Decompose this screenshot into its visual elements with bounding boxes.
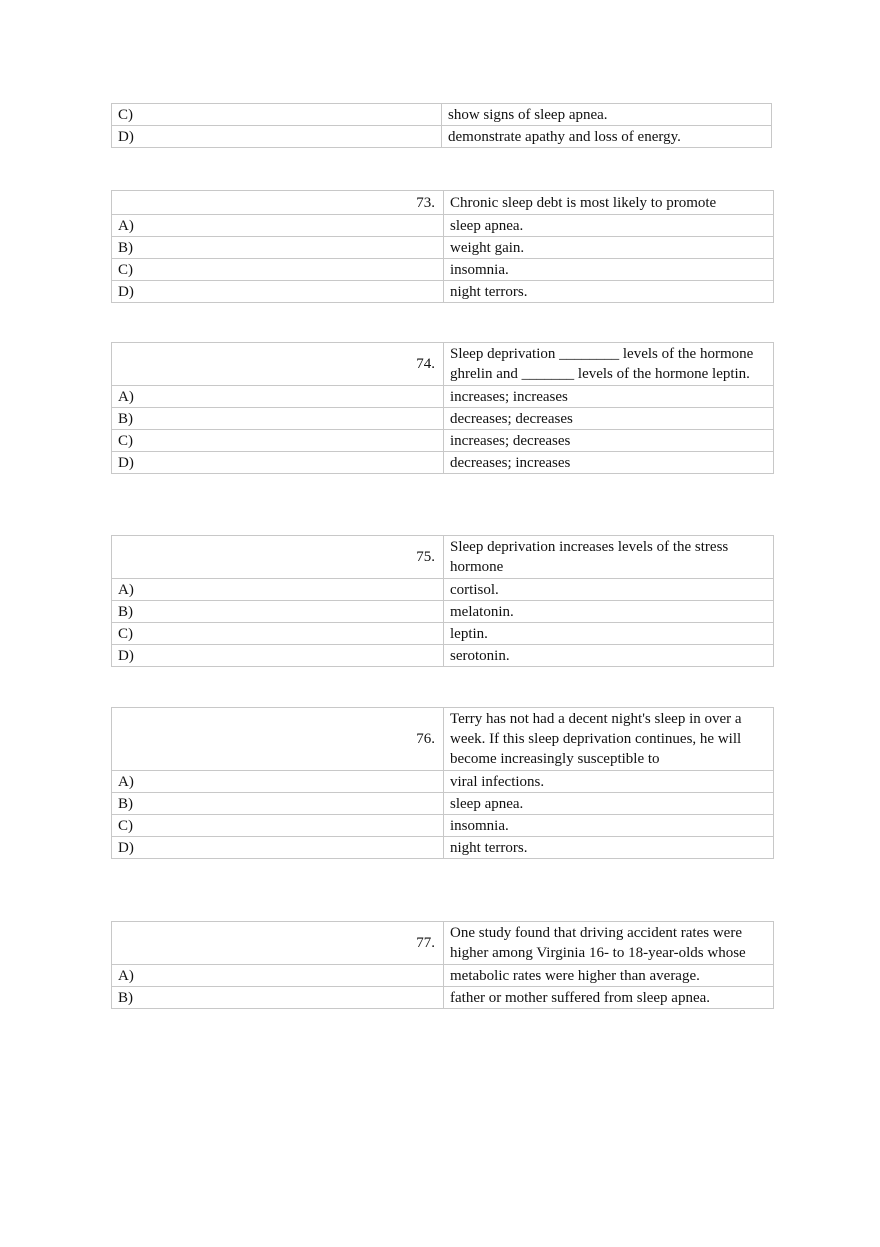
option-letter: D)	[112, 126, 442, 148]
option-letter: B)	[112, 793, 444, 815]
option-text: viral infections.	[444, 771, 774, 793]
option-row	[112, 430, 774, 452]
option-row	[112, 452, 774, 474]
option-text: leptin.	[444, 623, 774, 645]
question-row	[112, 191, 774, 215]
option-text: increases; decreases	[444, 430, 774, 452]
question-text: Sleep deprivation increases levels of the stress hormone	[444, 536, 774, 579]
option-letter: D)	[112, 837, 444, 859]
option-text: melatonin.	[444, 601, 774, 623]
option-letter: C)	[112, 259, 444, 281]
question-number: 75.	[112, 536, 444, 579]
question-text: One study found that driving accident rates were higher among Virginia 16- to 18-year-olds whose	[444, 922, 774, 965]
option-text: decreases; decreases	[444, 408, 774, 430]
question-text: Sleep deprivation ________ levels of the hormone ghrelin and _______ levels of the hormone leptin.	[444, 343, 774, 386]
option-row	[112, 215, 774, 237]
option-row	[112, 237, 774, 259]
option-text: cortisol.	[444, 579, 774, 601]
option-text: metabolic rates were higher than average.	[444, 965, 774, 987]
option-row	[112, 386, 774, 408]
option-row	[112, 281, 774, 303]
option-text: insomnia.	[444, 815, 774, 837]
question-77-table	[111, 921, 774, 1009]
question-row	[112, 708, 774, 771]
option-row	[112, 837, 774, 859]
option-text: insomnia.	[444, 259, 774, 281]
question-row	[112, 922, 774, 965]
option-letter: A)	[112, 579, 444, 601]
option-row	[112, 579, 774, 601]
question-text: Terry has not had a decent night's sleep in over a week. If this sleep deprivation continues, he will become increasingly susceptible to	[444, 708, 774, 771]
option-text: show signs of sleep apnea.	[442, 104, 772, 126]
option-letter: A)	[112, 771, 444, 793]
option-row	[112, 645, 774, 667]
option-row	[112, 965, 774, 987]
option-row	[112, 987, 774, 1009]
question-number: 73.	[112, 191, 444, 215]
option-row	[112, 793, 774, 815]
question-row	[112, 536, 774, 579]
question-text: Chronic sleep debt is most likely to promote	[444, 191, 774, 215]
option-letter: A)	[112, 215, 444, 237]
option-letter: B)	[112, 601, 444, 623]
question-75-table	[111, 535, 774, 667]
option-text: demonstrate apathy and loss of energy.	[442, 126, 772, 148]
option-row	[112, 126, 772, 148]
option-row	[112, 623, 774, 645]
option-text: decreases; increases	[444, 452, 774, 474]
question-number: 77.	[112, 922, 444, 965]
option-letter: C)	[112, 623, 444, 645]
question-72-tail-table	[111, 103, 772, 148]
question-74-table	[111, 342, 774, 474]
option-letter: C)	[112, 815, 444, 837]
option-text: father or mother suffered from sleep apnea.	[444, 987, 774, 1009]
option-letter: C)	[112, 104, 442, 126]
option-row	[112, 104, 772, 126]
option-letter: D)	[112, 452, 444, 474]
question-row	[112, 343, 774, 386]
option-text: night terrors.	[444, 281, 774, 303]
question-number: 76.	[112, 708, 444, 771]
option-row	[112, 408, 774, 430]
option-letter: B)	[112, 987, 444, 1009]
option-letter: A)	[112, 965, 444, 987]
option-letter: C)	[112, 430, 444, 452]
question-76-table	[111, 707, 774, 859]
option-letter: D)	[112, 281, 444, 303]
option-text: weight gain.	[444, 237, 774, 259]
option-row	[112, 815, 774, 837]
question-number: 74.	[112, 343, 444, 386]
question-73-table	[111, 190, 774, 303]
option-row	[112, 771, 774, 793]
option-text: increases; increases	[444, 386, 774, 408]
option-text: sleep apnea.	[444, 793, 774, 815]
option-text: serotonin.	[444, 645, 774, 667]
option-row	[112, 259, 774, 281]
option-row	[112, 601, 774, 623]
option-letter: B)	[112, 237, 444, 259]
option-text: sleep apnea.	[444, 215, 774, 237]
option-letter: B)	[112, 408, 444, 430]
option-text: night terrors.	[444, 837, 774, 859]
option-letter: D)	[112, 645, 444, 667]
option-letter: A)	[112, 386, 444, 408]
